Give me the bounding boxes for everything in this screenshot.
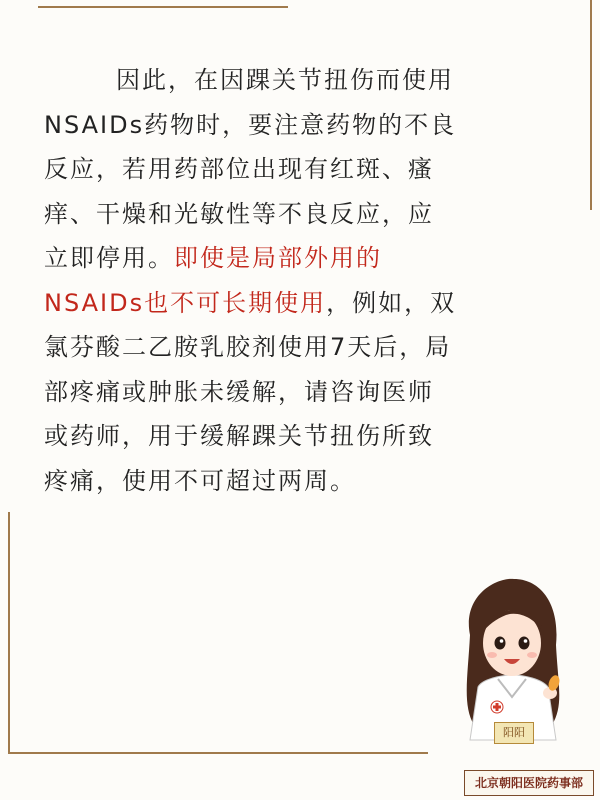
source-label: 北京朝阳医院药事部 xyxy=(464,770,594,796)
article-line: 反应，若用药部位出现有红斑、瘙 xyxy=(44,155,434,183)
frame-bottom-border xyxy=(8,752,428,754)
article-line: 氯芬酸二乙胺乳胶剂使用7天后，局 xyxy=(44,333,452,361)
article-line: 疼痛，使用不可超过两周。 xyxy=(44,466,356,495)
article-line: 痒、干燥和光敏性等不良反应，应 xyxy=(44,199,434,228)
frame-top-border xyxy=(38,0,288,8)
frame-left-border xyxy=(8,512,10,752)
article-line xyxy=(44,236,558,281)
article-line: NSAIDs药物时，要注意药物的不良 xyxy=(44,110,457,139)
article-line: 部疼痛或肿胀未缓解，请咨询医师 xyxy=(44,377,434,406)
article-text: ，例如，双 xyxy=(326,288,457,317)
article-text: 立即停用。 xyxy=(44,244,174,272)
article-line: 因此，在因踝关节扭伤而使用 xyxy=(116,66,454,94)
frame-right-border xyxy=(590,0,592,210)
article-line: 或药师，用于缓解踝关节扭伤所致 xyxy=(44,422,434,450)
article-line xyxy=(44,281,558,326)
highlight-text: 即使是局部外用的 xyxy=(174,244,382,272)
article-body xyxy=(44,58,558,503)
mascot-name-tag: 阳阳 xyxy=(494,722,534,744)
highlight-text: NSAIDs也不可长期使用 xyxy=(44,288,327,317)
